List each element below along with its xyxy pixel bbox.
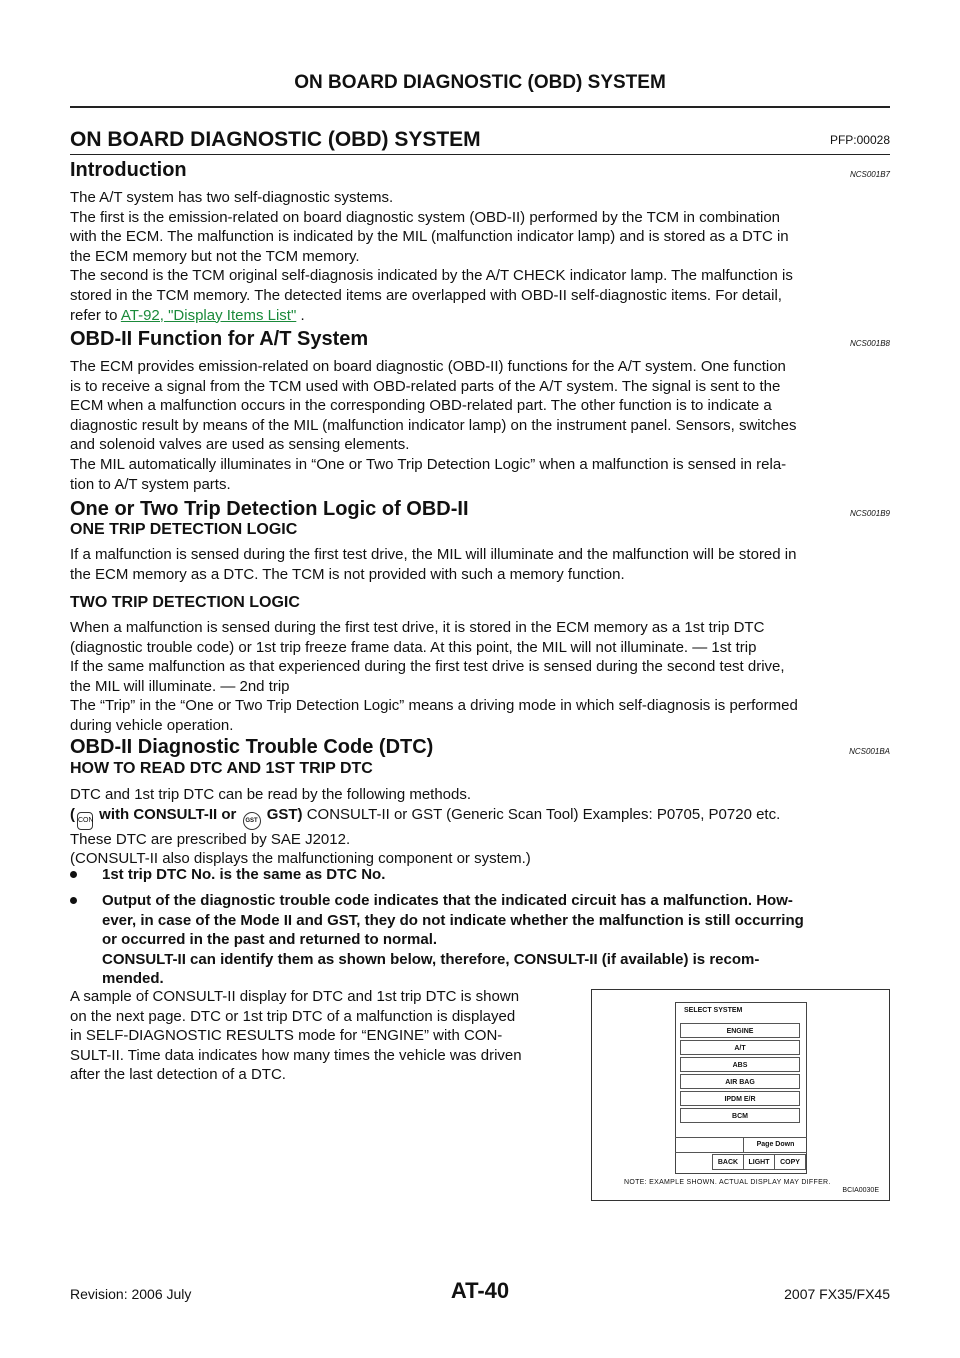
dtc-code: NCS001BA (849, 747, 890, 756)
one-trip-heading: ONE TRIP DETECTION LOGIC (70, 521, 298, 538)
bullet-icon (70, 897, 77, 904)
section-title: ON BOARD DIAGNOSTIC (OBD) SYSTEM (70, 128, 481, 151)
copy-button[interactable]: COPY (774, 1154, 806, 1170)
pfp-code: PFP:00028 (829, 133, 890, 147)
figure-id: BCIA0030E (842, 1187, 879, 1194)
system-item-abs[interactable]: ABS (680, 1057, 800, 1072)
two-trip-paragraph: When a malfunction is sensed during the first test drive, it is stored in the ECM memory as a 1st trip DTC (diagnostic trouble code) or 1st trip freeze frame data. At this point, the MIL will not illuminate. — 1st trip If the same malfunction as that experienced during the first test drive is sensed during the second test drive, the MIL will illuminate. — 2nd trip The “Trip” in the “One or Two Trip Detection Logic” means a driving mode in which self-diagnosis is performed during vehicle operation. (70, 619, 798, 734)
display-items-link[interactable]: AT-92, "Display Items List" (120, 306, 297, 324)
section-rule (70, 154, 890, 155)
figure-note: NOTE: EXAMPLE SHOWN. ACTUAL DISPLAY MAY DIFFER. (624, 1179, 831, 1186)
model-label: 2007 FX35/FX45 (784, 1286, 890, 1302)
obd-function-heading: OBD-II Function for A/T System (70, 328, 369, 350)
running-header: ON BOARD DIAGNOSTIC (OBD) SYSTEM (294, 72, 666, 93)
select-system-screen (675, 1002, 807, 1174)
intro-heading: Introduction (70, 159, 187, 181)
trip-logic-heading: One or Two Trip Detection Logic of OBD-II (70, 498, 469, 520)
intro-paragraph: The A/T system has two self-diagnostic systems. The first is the emission-related on board diagnostic system (OBD-II) performed by the TCM in combination with the ECM. The malfunction is indicated by the MIL (malfunction indicator lamp) and is stored as a DTC in the ECM memory but not the TCM memory. The second is the TCM original self-diagnosis indicated by the A/T CHECK indicator lamp. The malfunction is stored in the TCM memory. The detected items are overlapped with OBD-II self-diagnostic items. For detail, refer to AT-92, "Display Items List" . (70, 189, 793, 324)
intro-code: NCS001B7 (849, 170, 890, 179)
gst-icon: GST (243, 812, 261, 830)
screen-title: SELECT SYSTEM (684, 1007, 743, 1014)
bullet-item: 1st trip DTC No. is the same as DTC No. (70, 865, 890, 885)
sample-paragraph: A sample of CONSULT-II display for DTC and 1st trip DTC is shown on the next page. DTC or 1st trip DTC of a malfunction is displayed in SELF-DIAGNOSTIC RESULTS mode for “ENGINE” with CON- SULT-II. Time data indicates how many times the vehicle was driven after the last detection of a DTC. (70, 988, 522, 1084)
revision-label: Revision: 2006 July (70, 1286, 192, 1302)
system-item-airbag[interactable]: AIR BAG (680, 1074, 800, 1089)
system-item-bcm[interactable]: BCM (680, 1108, 800, 1123)
obd-function-code: NCS001B8 (849, 339, 890, 348)
obd-function-paragraph: The ECM provides emission-related on board diagnostic (OBD-II) functions for the A/T system. One function is to receive a signal from the TCM used with OBD-related parts of the A/T system. The signal is sent to the ECM when a malfunction occurs in the corresponding OBD-related part. The other function is to indicate a diagnostic result by means of the MIL (malfunction indicator lamp) on the instrument panel. Sensors, switches and solenoid valves are used as sensing elements. The MIL automatically illuminates in “One or Two Trip Detection Logic” when a malfunction is sensed in rela- tion to A/T system parts. (70, 358, 797, 493)
light-button[interactable]: LIGHT (743, 1154, 775, 1170)
page-number: AT-40 (450, 1278, 510, 1303)
consult-screen-figure (591, 989, 890, 1201)
back-button[interactable]: BACK (712, 1154, 744, 1170)
system-item-ipdm[interactable]: IPDM E/R (680, 1091, 800, 1106)
bullet-item: Output of the diagnostic trouble code indicates that the indicated circuit has a malfunction. How- ever, in case of the Mode II and GST, they do not indicate whether the malfunction is still occurring or occurred in the past and returned to normal. CONSULT-II can identify them as shown below, therefore, CONSULT-II (if available) is recom- mended. (70, 891, 890, 991)
page-down-button[interactable]: Page Down (743, 1137, 807, 1153)
header-rule (70, 106, 890, 108)
read-dtc-heading: HOW TO READ DTC AND 1ST TRIP DTC (70, 760, 373, 777)
two-trip-heading: TWO TRIP DETECTION LOGIC (70, 594, 300, 611)
dtc-paragraph: DTC and 1st trip DTC can be read by the following methods. ( CON with CONSULT-II or GST GST) CONSULT-II or GST (Generic Scan Tool) Examples: P0705, P0720 etc. These DTC are prescribed by SAE J2012. (CONSULT-II also displays the malfunctioning component or system.) (70, 786, 781, 868)
page-down-row (675, 1137, 807, 1153)
system-item-at[interactable]: A/T (680, 1040, 800, 1055)
bullet-icon (70, 871, 77, 878)
system-item-engine[interactable]: ENGINE (680, 1023, 800, 1038)
one-trip-paragraph: If a malfunction is sensed during the first test drive, the MIL will illuminate and the malfunction will be stored in the ECM memory as a DTC. The TCM is not provided with such a memory function. (70, 546, 797, 583)
consult-icon: CON (77, 812, 93, 830)
dtc-heading: OBD-II Diagnostic Trouble Code (DTC) (70, 736, 434, 758)
trip-logic-code: NCS001B9 (849, 509, 890, 518)
